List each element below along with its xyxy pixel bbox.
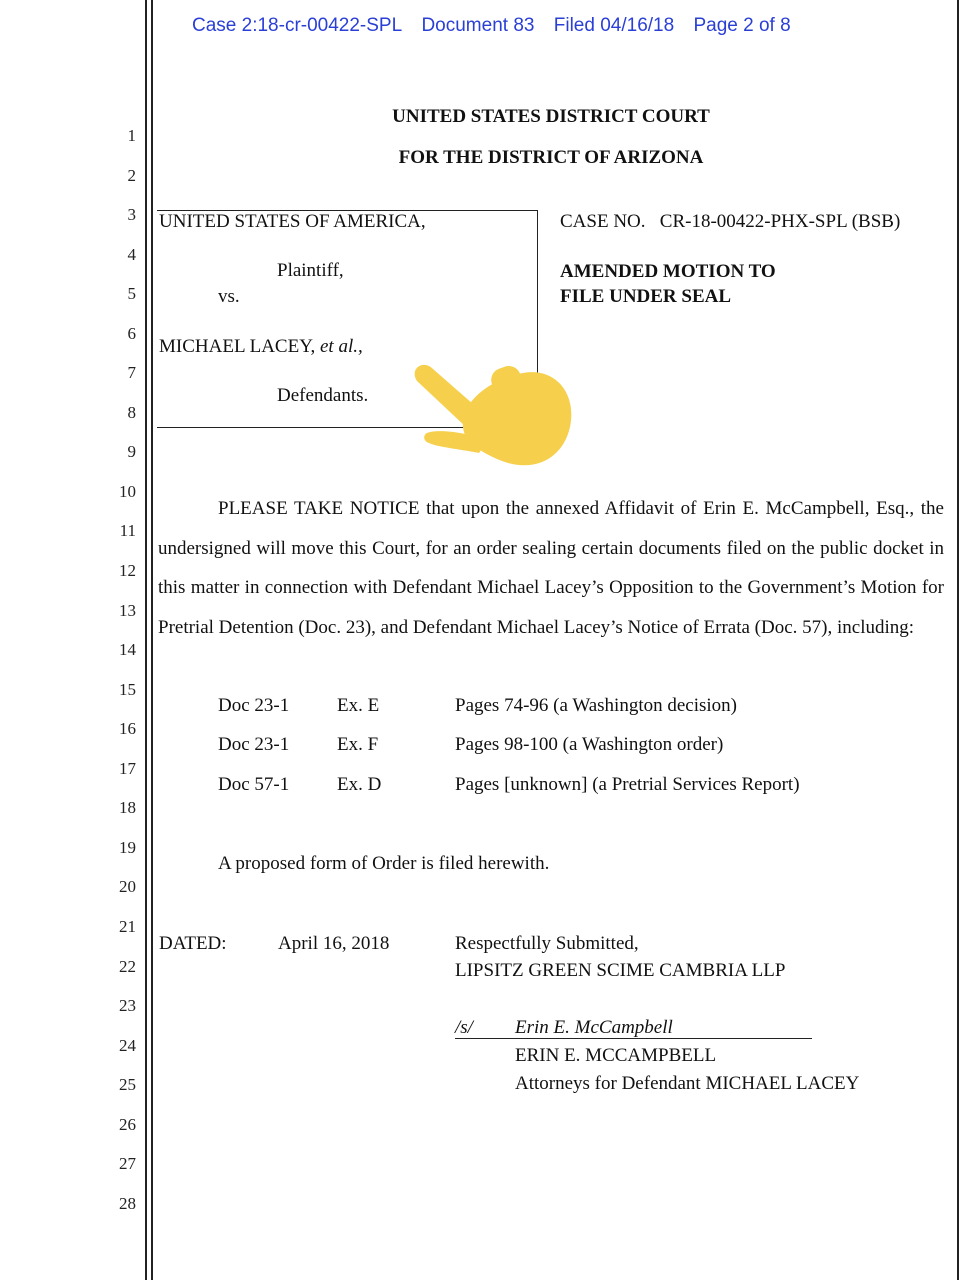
line-number: 17 bbox=[119, 759, 136, 778]
notice-paragraph-text: PLEASE TAKE NOTICE that upon the annexed Affidavit of Erin E. McCampbell, Esq., the undersigned will move this Court, for an order sealing certain documents filed on the public docket in this matter in connection with Defendant Michael Lacey’s Opposition to the Government’s Motion for Pretrial Detention (Doc. 23), and Defendant Michael Lacey’s Notice of Errata (Doc. 57), including: bbox=[158, 498, 944, 638]
line-number: 23 bbox=[119, 996, 136, 1015]
line-number: 2 bbox=[127, 166, 136, 185]
line-number: 21 bbox=[119, 917, 136, 936]
line-number: 19 bbox=[119, 838, 136, 857]
defendant-name: MICHAEL LACEY, bbox=[159, 336, 316, 357]
right-margin-rule bbox=[957, 0, 959, 1280]
plaintiff-party: UNITED STATES OF AMERICA, bbox=[159, 211, 426, 232]
submitted-line: Respectfully Submitted, bbox=[455, 933, 639, 954]
line-number: 9 bbox=[127, 442, 136, 461]
document-row-pages: Pages [unknown] (a Pretrial Services Report) bbox=[455, 774, 800, 795]
document-row-exhibit: Ex. E bbox=[337, 695, 380, 716]
document-row-doc: Doc 57-1 bbox=[218, 774, 290, 795]
versus-label: vs. bbox=[218, 286, 240, 307]
line-number: 22 bbox=[119, 957, 136, 976]
slash-s-text: /s/ bbox=[455, 1017, 473, 1038]
line-number: 1 bbox=[127, 126, 136, 145]
document-row-exhibit: Ex. D bbox=[337, 774, 382, 795]
document-row-exhibit: Ex. F bbox=[337, 734, 379, 755]
line-number: 28 bbox=[119, 1194, 136, 1213]
proposed-order-note: A proposed form of Order is filed herewith. bbox=[218, 853, 550, 874]
header-filed-date[interactable]: Filed 04/16/18 bbox=[553, 15, 675, 36]
line-number: 10 bbox=[119, 482, 136, 501]
case-number-value: CR-18-00422-PHX-SPL (BSB) bbox=[659, 211, 901, 232]
line-number: 16 bbox=[119, 719, 136, 738]
plaintiff-role: Plaintiff, bbox=[277, 260, 344, 281]
document-row-pages: Pages 98-100 (a Washington order) bbox=[455, 734, 724, 755]
left-margin-rule-inner bbox=[151, 0, 153, 1280]
line-number: 13 bbox=[119, 601, 136, 620]
line-number: 15 bbox=[119, 680, 136, 699]
header-page-count[interactable]: Page 2 of 8 bbox=[693, 15, 791, 36]
line-number: 26 bbox=[119, 1115, 136, 1134]
signature-line bbox=[455, 1038, 812, 1039]
line-number: 25 bbox=[119, 1075, 136, 1094]
court-title-line2: FOR THE DISTRICT OF ARIZONA bbox=[398, 147, 704, 168]
line-number: 5 bbox=[127, 284, 136, 303]
attorney-printed-name: ERIN E. MCCAMPBELL bbox=[515, 1045, 717, 1066]
header-case-number[interactable]: Case 2:18-cr-00422-SPL bbox=[192, 15, 403, 36]
left-margin-rule-outer bbox=[145, 0, 147, 1280]
document-row-doc: Doc 23-1 bbox=[218, 734, 290, 755]
line-number: 7 bbox=[127, 363, 136, 382]
line-number: 6 bbox=[127, 324, 136, 343]
line-number: 20 bbox=[119, 877, 136, 896]
line-number: 27 bbox=[119, 1154, 136, 1173]
dated-label: DATED: bbox=[159, 933, 227, 954]
header-document-number[interactable]: Document 83 bbox=[421, 15, 535, 36]
document-row-pages: Pages 74-96 (a Washington decision) bbox=[455, 695, 738, 716]
electronic-signature-text: Erin E. McCampbell bbox=[515, 1017, 673, 1038]
defendant-party bbox=[159, 336, 363, 358]
attorney-role: Attorneys for Defendant MICHAEL LACEY bbox=[515, 1073, 860, 1094]
line-number: 14 bbox=[119, 640, 136, 659]
slash-s-mark bbox=[455, 1017, 473, 1039]
notice-paragraph bbox=[158, 489, 944, 647]
pointing-hand-icon bbox=[405, 345, 585, 485]
law-firm-name: LIPSITZ GREEN SCIME CAMBRIA LLP bbox=[455, 960, 786, 981]
line-number: 18 bbox=[119, 798, 136, 817]
line-number: 4 bbox=[127, 245, 136, 264]
filing-header bbox=[192, 15, 805, 37]
defendant-et-al: et al., bbox=[319, 336, 363, 357]
defendant-role: Defendants. bbox=[277, 385, 369, 406]
court-title-line1: UNITED STATES DISTRICT COURT bbox=[392, 106, 710, 127]
line-number: 12 bbox=[119, 561, 136, 580]
motion-title-line2: FILE UNDER SEAL bbox=[560, 286, 732, 307]
document-row-doc: Doc 23-1 bbox=[218, 695, 290, 716]
line-number: 24 bbox=[119, 1036, 136, 1055]
case-number-line bbox=[560, 211, 900, 233]
line-number: 3 bbox=[127, 205, 136, 224]
motion-title-line1: AMENDED MOTION TO bbox=[560, 261, 776, 282]
line-number: 11 bbox=[119, 521, 136, 540]
electronic-signature bbox=[515, 1017, 673, 1039]
case-number-label: CASE NO. bbox=[560, 211, 646, 232]
dated-value: April 16, 2018 bbox=[278, 933, 390, 954]
line-number: 8 bbox=[127, 403, 136, 422]
